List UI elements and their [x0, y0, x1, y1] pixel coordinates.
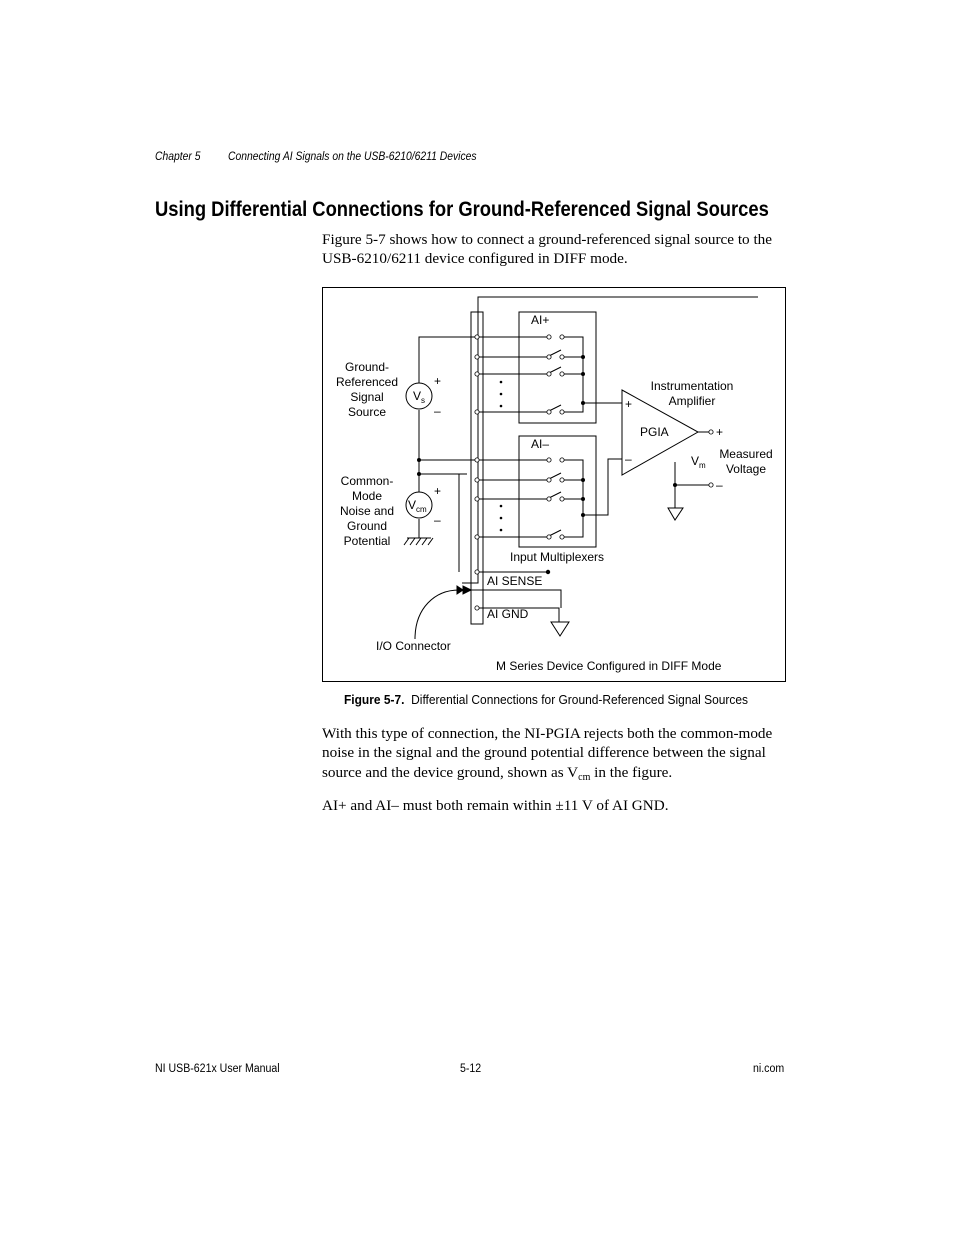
ai-minus-label: AI– [531, 437, 550, 451]
intro-text: Figure 5-7 shows how to connect a ground-referenced signal source to the USB-6210/6211 device configured in DIFF mode. [322, 231, 773, 268]
measured-label-line-2: Voltage [725, 462, 767, 476]
figure-caption-text: Differential Connections for Ground-Referenced Signal Sources [411, 692, 748, 707]
amp-input-minus: – [625, 452, 632, 466]
vs-label: $V_s$ [413, 389, 426, 405]
figure-caption [344, 692, 748, 707]
amp-label-line-2: Amplifier [668, 394, 716, 408]
ai-plus-label: AI+ [531, 313, 550, 327]
amp-label-line-1: Instrumentation [650, 379, 734, 393]
io-connector-label: I/O Connector [376, 639, 451, 653]
figure-5-7-diagram [322, 287, 786, 682]
vm-label: $V_m$ [691, 454, 706, 470]
vs-minus: – [434, 404, 441, 418]
running-header-chapter: Chapter 5 [155, 151, 201, 163]
device-mode-label: M Series Device Configured in DIFF Mode [496, 659, 722, 673]
cm-label-line-5: Potential [343, 534, 391, 548]
footer-manual-title: NI USB-621x User Manual [155, 1063, 280, 1075]
ai-gnd-label: AI GND [487, 607, 529, 621]
pgia-label: PGIA [640, 425, 669, 439]
cm-label-line-3: Noise and [339, 504, 395, 518]
ai-minus-mux-box [519, 436, 596, 547]
intro-paragraph [322, 230, 792, 269]
source-label-line-4: Source [347, 405, 387, 419]
para2-text: AI+ and AI– must both remain within ±11 V of AI GND. [322, 797, 669, 814]
vcm-minus: – [434, 513, 441, 527]
source-label-line-3: Signal [350, 390, 384, 404]
para1-subscript: cm [578, 771, 591, 783]
vcm-plus: + [434, 484, 442, 498]
amp-input-plus: + [625, 397, 633, 411]
circuit-diagram [323, 288, 787, 683]
cm-label-line-4: Ground [346, 519, 388, 533]
body-paragraph-1 [322, 724, 792, 782]
output-plus: + [716, 425, 724, 439]
ai-sense-label: AI SENSE [487, 574, 543, 588]
figure-number: Figure 5-7. [344, 692, 405, 707]
input-multiplexers-label: Input Multiplexers [510, 550, 605, 564]
para1-text-end: in the figure. [590, 763, 673, 781]
footer-page-number: 5-12 [460, 1063, 482, 1075]
vs-plus: + [434, 374, 442, 388]
source-label-line-1: Ground- [344, 360, 390, 374]
body-paragraph-2 [322, 796, 792, 815]
vcm-label: $V_{cm}$ [408, 498, 427, 514]
footer-website: ni.com [753, 1063, 785, 1075]
cm-label-line-1: Common- [340, 474, 394, 488]
section-heading: Using Differential Connections for Ground-Referenced Signal Sources [155, 197, 769, 221]
measured-label-line-1: Measured [719, 447, 773, 461]
cm-label-line-2: Mode [351, 489, 383, 503]
para1-text: With this type of connection, the NI-PGIA rejects both the common-mode noise in the signal and the ground potential difference between the signal source and the device ground, shown as V [322, 725, 773, 781]
output-minus: – [716, 478, 723, 492]
running-header-section: Connecting AI Signals on the USB-6210/6211 Devices [228, 151, 477, 163]
device-boundary-line [462, 297, 758, 583]
source-label-line-2: Referenced [335, 375, 399, 389]
